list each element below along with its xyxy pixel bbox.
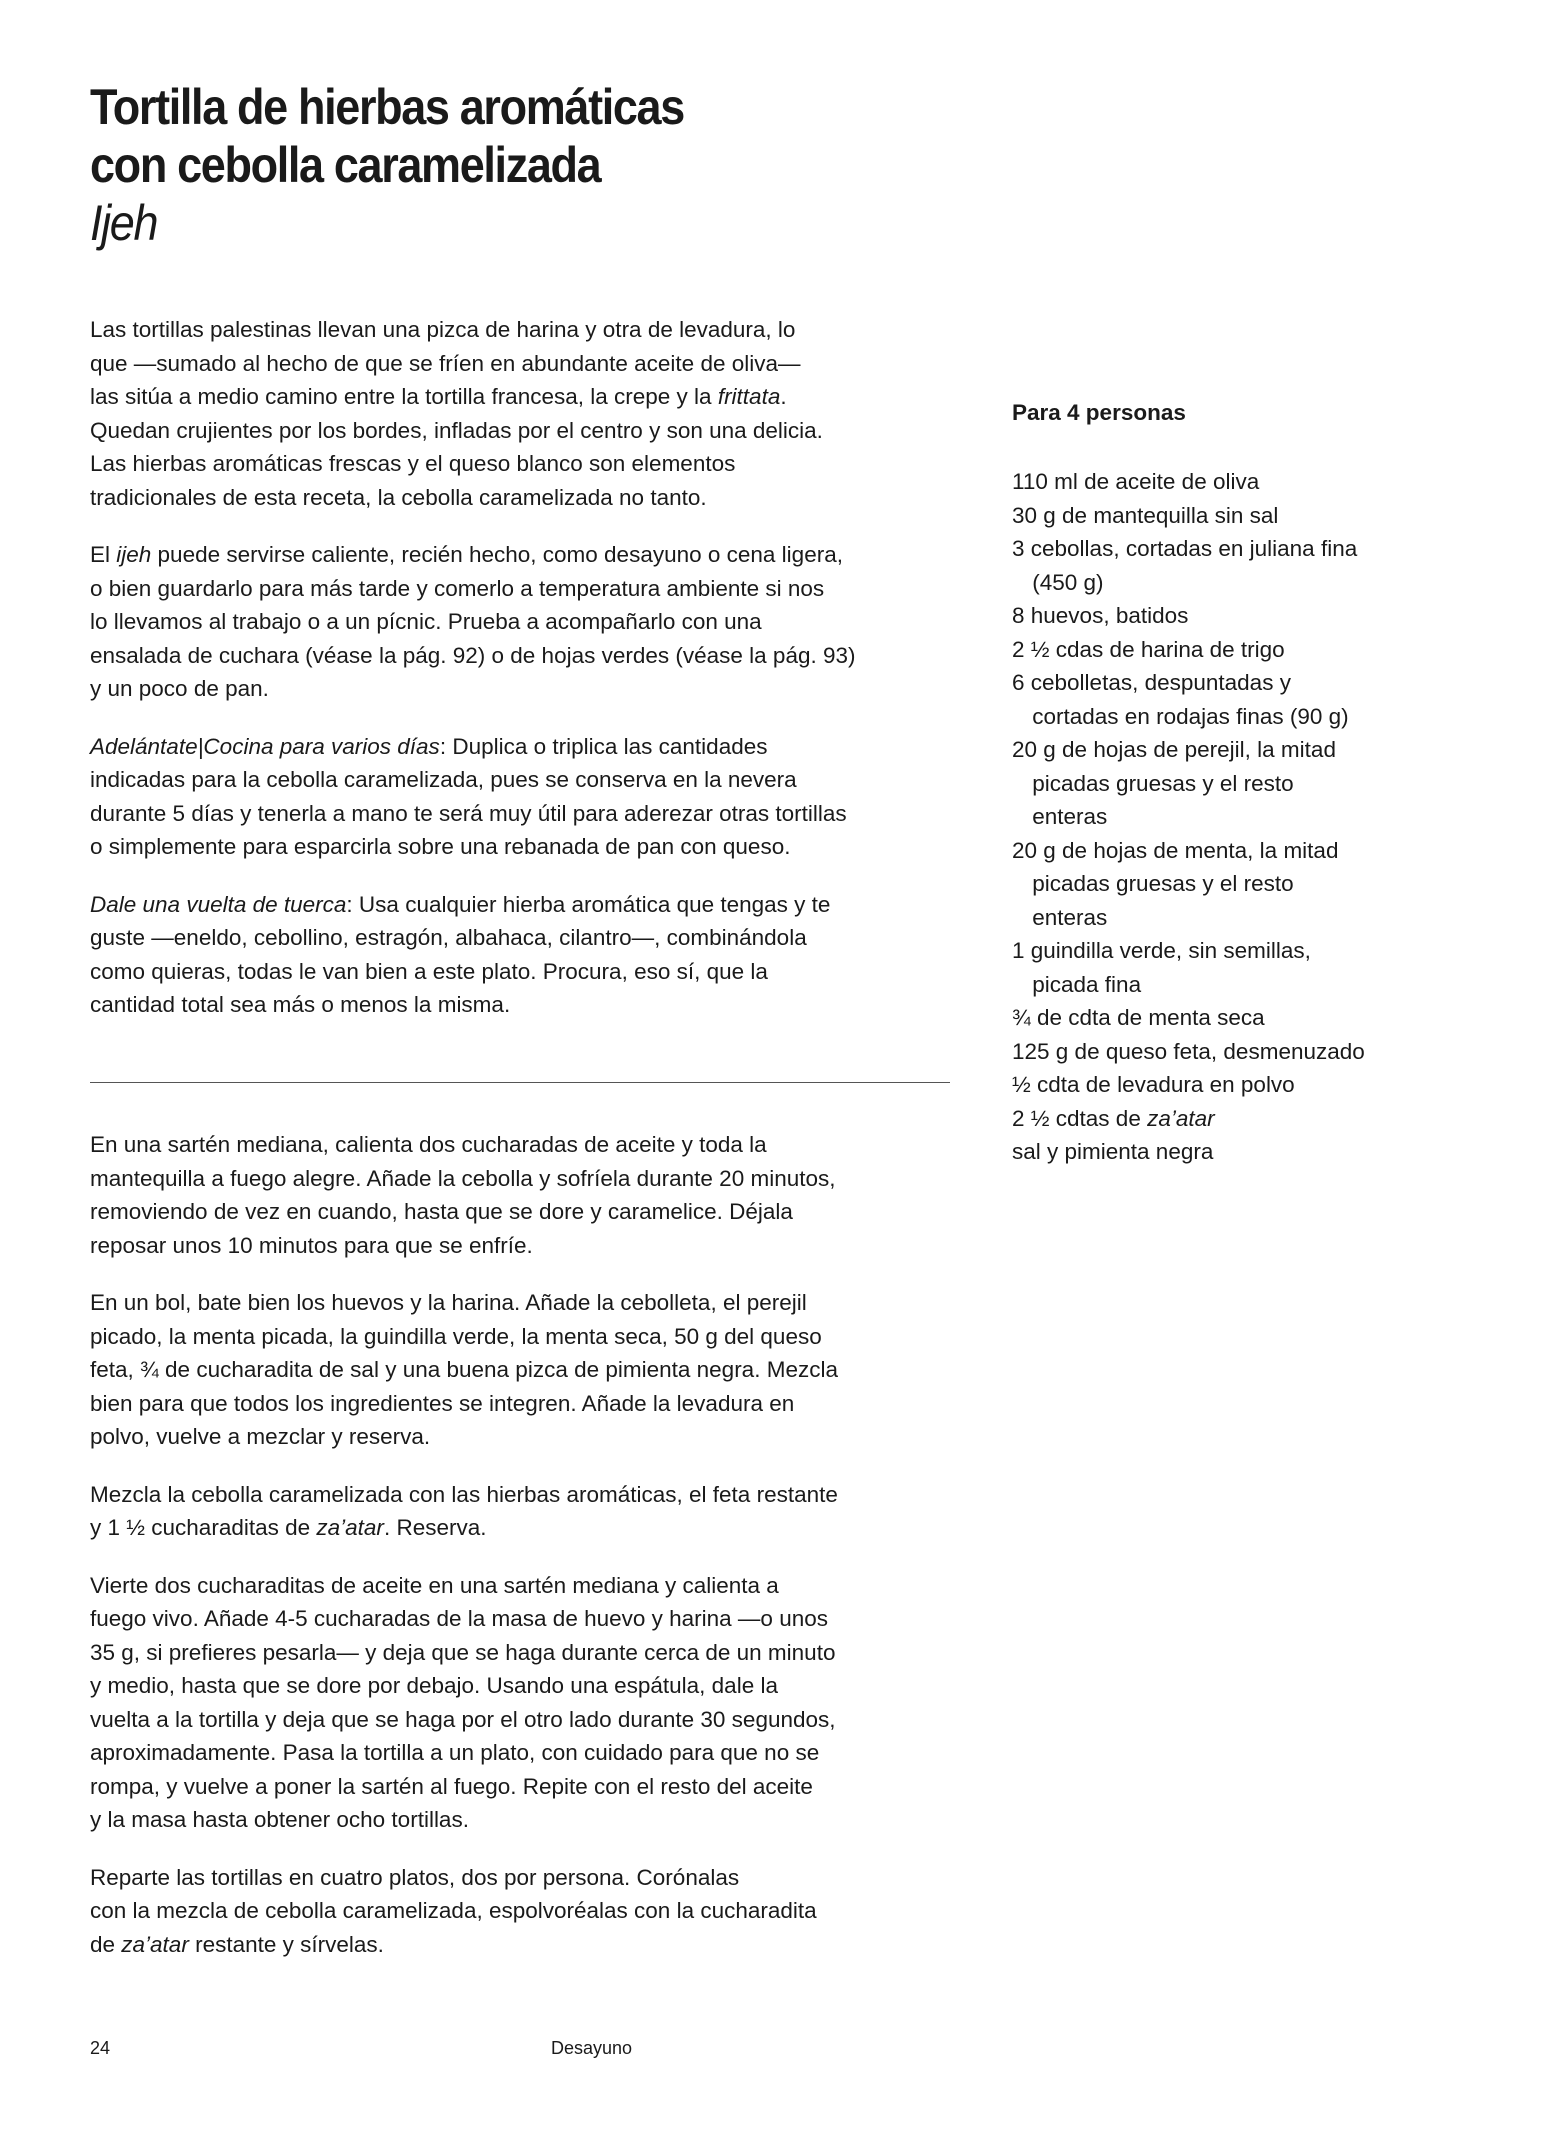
ingredient-item: 8 huevos, batidos	[1012, 603, 1189, 628]
title-line-1: Tortilla de hierbas aromáticas	[90, 79, 684, 135]
intro-paragraph-2: El ijeh puede servirse caliente, recién hecho, como desayuno o cena ligera, o bien guardarlo para más tarde y comerlo a temperatura ambiente si nos lo llevamos al trabajo o a un pícnic. Prueba a acompañarlo con una ensalada de cuchara (véase la pág. 92) o de hojas verdes (véase la pág. 93) y un poco de pan.	[90, 542, 856, 701]
ingredient-item: 1 guindilla verde, sin semillas, picada fina	[1012, 938, 1311, 997]
ingredient-item: 30 g de mantequilla sin sal	[1012, 502, 1279, 528]
ingredient-item: 110 ml de aceite de oliva	[1012, 469, 1260, 494]
section-name: Desayuno	[551, 2038, 633, 2058]
method-step: En un bol, bate bien los huevos y la harina. Añade la cebolleta, el perejil picado, la menta picada, la guindilla verde, la menta seca, 50 g del queso feta, ¾ de cucharadita de sal y una buena pizca de pimienta negra. Mezcla bien para que todos los ingredientes se integren. Añade la levadura en polvo, vuelve a mezclar y reserva.	[90, 1290, 838, 1449]
title-line-2: con cebolla caramelizada	[90, 137, 601, 193]
method-steps	[90, 1128, 960, 1985]
variation-note: Dale una vuelta de tuerca: Usa cualquier hierba aromática que tengas y te guste —eneldo, cebollino, estragón, albahaca, cilantro—, combinándola como quieras, todas le van bien a este plato. Procura, eso sí, que la cantidad total sea más o menos la misma.	[90, 891, 831, 1017]
ingredient-item: 2 ½ cdas de harina de trigo	[1012, 636, 1285, 662]
ingredient-item: 20 g de hojas de perejil, la mitad picadas gruesas y el resto enteras	[1012, 737, 1336, 829]
intro-paragraph-1: Las tortillas palestinas llevan una pizca de harina y otra de levadura, lo que —sumado al hecho de que se fríen en abundante aceite de oliva— las sitúa a medio camino entre la tortilla francesa, la crepe y la frittata. Quedan crujientes por los bordes, infladas por el centro y son una delicia. Las hierbas aromáticas frescas y el queso blanco son elementos tradicionales de esta receta, la cebolla caramelizada no tanto.	[90, 317, 823, 510]
method-step: Mezcla la cebolla caramelizada con las hierbas aromáticas, el feta restante y 1 ½ cucharaditas de za’atar. Reserva.	[90, 1481, 838, 1540]
ingredient-item: 6 cebolletas, despuntadas y cortadas en rodajas finas (90 g)	[1012, 670, 1349, 729]
method-step: En una sartén mediana, calienta dos cucharadas de aceite y toda la mantequilla a fuego alegre. Añade la cebolla y sofríela durante 20 minutos, removiendo de vez en cuando, hasta que se dore y caramelice. Déjala reposar unos 10 minutos para que se enfríe.	[90, 1132, 836, 1258]
ingredient-item: sal y pimienta negra	[1012, 1139, 1214, 1164]
recipe-title	[90, 78, 900, 252]
method-step: Vierte dos cucharaditas de aceite en una sartén mediana y calienta a fuego vivo. Añade 4-5 cucharadas de la masa de huevo y harina —o unos 35 g, si prefieres pesarla— y deja que se haga durante cerca de un minuto y medio, hasta que se dore por debajo. Usando una espátula, dale la vuelta a la tortilla y deja que se haga por el otro lado durante 30 segundos, aproximadamente. Pasa la tortilla a un plato, con cuidado para que no se rompa, y vuelve a poner la sartén al fuego. Repite con el resto del aceite y la masa hasta obtener ocho tortillas.	[90, 1572, 836, 1832]
ingredient-item: 2 ½ cdtas de za’atar	[1012, 1105, 1215, 1131]
intro-text	[90, 313, 960, 1046]
make-ahead-note: Adelántate|Cocina para varios días: Duplica o triplica las cantidades indicadas para la cebolla caramelizada, pues se conserva en la nevera durante 5 días y tenerla a mano te será muy útil para aderezar otras tortillas o simplemente para esparcirla sobre una rebanada de pan con queso.	[90, 733, 847, 859]
ingredient-item: ¾ de cdta de menta seca	[1012, 1005, 1265, 1030]
ingredient-item: 125 g de queso feta, desmenuzado	[1012, 1038, 1365, 1064]
section-divider	[90, 1082, 950, 1083]
ingredient-list	[1012, 465, 1432, 1169]
ingredient-item: ½ cdta de levadura en polvo	[1012, 1072, 1295, 1097]
page-number: 24	[90, 2038, 111, 2058]
ingredient-item: 3 cebollas, cortadas en juliana fina (450 g)	[1012, 536, 1358, 595]
ingredient-item: 20 g de hojas de menta, la mitad picadas gruesas y el resto enteras	[1012, 837, 1339, 930]
recipe-subtitle: Ijeh	[90, 195, 158, 251]
method-step: Reparte las tortillas en cuatro platos, dos por persona. Corónalas con la mezcla de cebolla caramelizada, espolvoréalas con la cucharadita de za’atar restante y sírvelas.	[90, 1864, 817, 1957]
servings-heading: Para 4 personas	[1012, 400, 1186, 425]
